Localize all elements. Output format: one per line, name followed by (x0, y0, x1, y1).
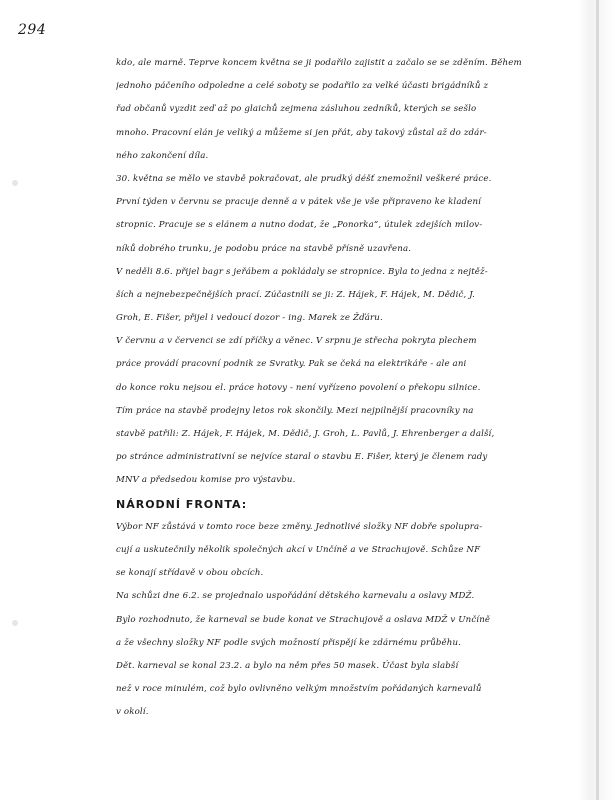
text-line: MNV a předsedou komise pro výstavbu. (116, 475, 296, 486)
text-line: 30. května se mělo ve stavbě pokračovat, ale prudký déšť znemožnil veškeré práce. (116, 173, 492, 184)
text-line: V neděli 8.6. přijel bagr s jeřábem a pokládaly se stropnice. Byla to jedna z nejtěž- (116, 266, 488, 277)
text-line: níků dobrého trunku, je podobu práce na stavbě přísně uzavřena. (116, 243, 412, 254)
text-line: První týden v červnu se pracuje denně a v pátek vše je vše připraveno ke kladení (116, 197, 482, 208)
text-line: Výbor NF zůstává v tomto roce beze změny. Jednotlivé složky NF dobře spolupra- (116, 521, 483, 532)
punch-hole (12, 180, 18, 186)
text-line: V červnu a v červenci se zdí příčky a věnec. V srpnu je střecha pokryta plechem (116, 336, 477, 347)
text-line: Groh, E. Fišer, přijel i vedoucí dozor - ing. Marek ze Žďáru. (116, 313, 383, 324)
text-block (116, 52, 586, 724)
text-line: v okolí. (116, 707, 149, 718)
text-line: jednoho páčeního odpoledne a celé soboty se podařilo za velké účasti brigádníků z (116, 81, 489, 92)
text-line: kdo, ale marně. Teprve koncem května se ji podařilo zajistit a začalo se se zděním. Během (116, 58, 522, 68)
text-line: mnoho. Pracovní elán je veliký a můžeme si jen přát, aby takový zůstal až do zdár- (116, 127, 487, 138)
text-line: Dět. karneval se konal 23.2. a bylo na něm přes 50 masek. Účast byla slabší (116, 660, 459, 671)
text-line: a že všechny složky NF podle svých možností přispějí ke zdárnému průběhu. (116, 637, 462, 648)
text-line: ného zakončení díla. (116, 150, 209, 161)
text-line: ších a nejnebezpečnějších prací. Zúčastnili se ji: Z. Hájek, F. Hájek, M. Dědič, J. (116, 289, 476, 300)
text-line: do konce roku nejsou el. práce hotovy - není vyřízeno povolení o překopu silnice. (116, 382, 481, 393)
text-line: po stránce administrativní se nejvíce staral o stavbu E. Fišer, který je členem rady (116, 452, 488, 463)
punch-hole (12, 620, 18, 626)
text-line: než v roce minulém, což bylo ovlivněno velkým množstvím pořádaných karnevalů (116, 684, 482, 695)
text-line: cují a uskutečnily několik společných akcí v Unčíně a ve Strachujově. Schůze NF (116, 544, 481, 555)
page-number: 294 (18, 22, 47, 38)
page-binding-shadow (596, 0, 599, 800)
section-heading: NÁRODNÍ FRONTA: (116, 497, 248, 511)
text-line: Na schůzi dne 6.2. se projednalo uspořádání dětského karnevalu a oslavy MDŽ. (116, 591, 475, 602)
text-line: Tím práce na stavbě prodejny letos rok skončily. Mezi nejpilnější pracovníky na (116, 405, 474, 416)
text-line: stropnic. Pracuje se s elánem a nutno dodat, že „Ponorka“, útulek zdejších milov- (116, 220, 483, 231)
text-line: práce provádí pracovní podnik ze Svratky. Pak se čeká na elektrikáře - ale ani (116, 359, 467, 370)
text-line: Bylo rozhodnuto, že karneval se bude konat ve Strachujově a oslava MDŽ v Unčíně (116, 614, 491, 625)
text-line: stavbě patřili: Z. Hájek, F. Hájek, M. Dědič, J. Groh, L. Pavlů, J. Ehrenberger a další, (116, 429, 495, 439)
text-line: řad občanů vyzdit zeď až po glaichů zejmena zásluhou zedníků, kterých se sešlo (116, 104, 477, 115)
text-line: se konají střídavě v obou obcích. (116, 568, 264, 579)
